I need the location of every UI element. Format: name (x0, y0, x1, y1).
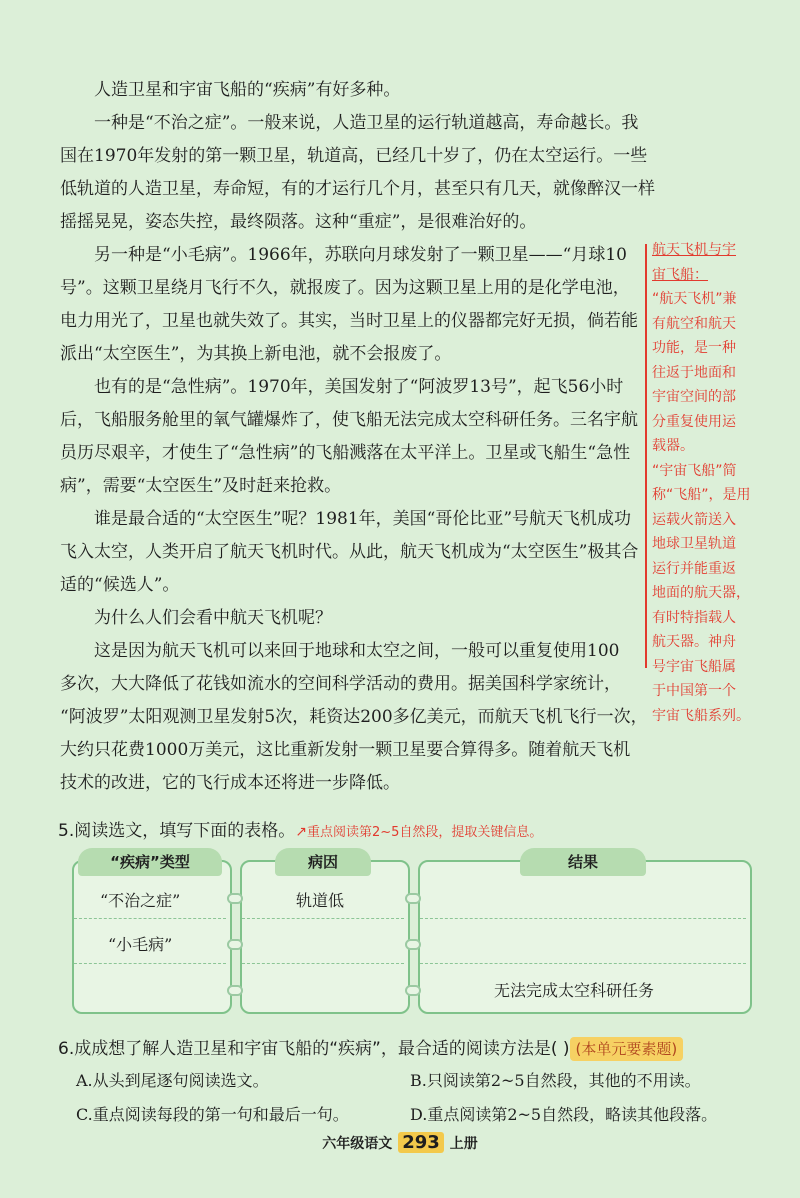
paragraph-4 (60, 371, 650, 503)
note-line: 功能，是一种 (652, 340, 736, 356)
paragraph-line: 这是因为航天飞机可以来回于地球和太空之间，一般可以重复使用100 (94, 641, 620, 661)
row-divider (74, 963, 226, 964)
chain-link-icon (405, 939, 421, 950)
paragraph-line: 飞入太空，人类开启了航天飞机时代。从此，航天飞机成为“太空医生”极其合 (60, 542, 639, 562)
note-line: 宇宙飞船系列。 (652, 707, 750, 724)
paragraph-line: 适的“候选人”。 (60, 575, 180, 595)
note-line: 载器。 (652, 438, 694, 454)
paragraph-line: 多次，大大降低了花钱如流水的空间科学活动的费用。据美国科学家统计， (60, 674, 621, 694)
footer-subject: 六年级语文 (322, 1136, 393, 1152)
paragraph-line: 国在1970年发射的第一颗卫星，轨道高，已经几十岁了，仍在太空运行。一些 (60, 146, 648, 166)
note-line: 有航空和航天 (652, 315, 736, 332)
paragraph-line: 后，飞船服务舱里的氧气罐爆炸了，使飞船无法完成太空科研任务。三名宇航 (60, 410, 638, 430)
note-line: 分重复使用运 (652, 413, 736, 430)
paragraph-line: 病”，需要“太空医生”及时赶来抢救。 (60, 476, 342, 496)
side-note (652, 238, 792, 728)
table-header-result: 结果 (520, 848, 646, 876)
paragraph-line: 大约只花费1000万美元，这比重新发射一颗卫星要合算得多。随着航天飞机 (60, 740, 631, 760)
chain-link-icon (405, 985, 421, 996)
paragraph-6 (60, 602, 650, 635)
note-line: “航天飞机”兼 (652, 291, 737, 307)
paragraph-line: 员历尽艰辛，才使生了“急性病”的飞船溅落在太平洋上。卫星或飞船生“急性 (60, 443, 631, 463)
note-line: 运行并能重返 (652, 560, 736, 577)
paragraph-line: 一种是“不治之症”。一般来说，人造卫星的运行轨道越高，寿命越长。我 (94, 113, 639, 133)
paragraph-line: “阿波罗”太阳观测卫星发射5次，耗资达200多亿美元，而航天飞机飞行一次， (60, 707, 648, 727)
question-5 (58, 816, 542, 841)
paragraph-line: 技术的改进，它的飞行成本还将进一步降低。 (60, 773, 400, 793)
unit-element-badge: (本单元要素题) (570, 1037, 684, 1061)
note-line: “宇宙飞船”简 (652, 462, 737, 479)
cell-type-row1: “不治之症” (100, 891, 181, 910)
chain-link-icon (227, 939, 243, 950)
table-header-cause: 病因 (275, 848, 371, 876)
option-d[interactable]: D.重点阅读第2~5自然段，略读其他段落。 (410, 1105, 718, 1124)
note-line: 于中国第一个 (652, 683, 736, 699)
note-divider (645, 244, 647, 668)
chain-link-icon (405, 893, 421, 904)
note-line: 地球卫星轨道 (652, 536, 736, 552)
cell-type-row2: “小毛病” (108, 935, 173, 954)
paragraph-1 (60, 74, 650, 107)
table-header-type: “疾病”类型 (78, 848, 222, 876)
paragraph-7 (60, 635, 650, 800)
note-title-line: 航天飞机与宇 (652, 242, 736, 258)
paragraph-line: 人造卫星和宇宙飞船的“疾病”有好多种。 (94, 80, 401, 100)
page-number: 293 (398, 1132, 444, 1153)
paragraph-line: 另一种是“小毛病”。1966年，苏联向月球发射了一颗卫星——“月球10 (94, 245, 627, 265)
question-5-text: 5.阅读选文，填写下面的表格。 (58, 821, 296, 841)
table-column-cause (240, 860, 410, 1014)
option-c[interactable]: C.重点阅读每段的第一句和最后一句。 (76, 1105, 349, 1124)
note-line: 航天器。神舟 (652, 634, 736, 650)
row-divider (242, 963, 404, 964)
page-footer (0, 1132, 800, 1153)
question-6-text: 6.成成想了解人造卫星和宇宙飞船的“疾病”，最合适的阅读方法是( ) (58, 1039, 570, 1059)
note-line: 号宇宙飞船属 (652, 658, 736, 675)
paragraph-line: 低轨道的人造卫星，寿命短，有的才运行几个月，甚至只有几天，就像醉汉一样 (60, 179, 655, 199)
paragraph-line: 号”。这颗卫星绕月飞行不久，就报废了。因为这颗卫星上用的是化学电池， (60, 278, 630, 298)
row-divider (242, 918, 404, 919)
option-a[interactable]: A.从头到尾逐句阅读选文。 (76, 1071, 269, 1090)
paragraph-line: 派出“太空医生”，为其换上新电池，就不会报废了。 (60, 344, 452, 364)
paragraph-line: 为什么人们会看中航天飞机呢？ (94, 608, 332, 628)
row-divider (420, 963, 746, 964)
question-6 (58, 1034, 683, 1061)
cell-result-row3: 无法完成太空科研任务 (494, 981, 655, 1000)
note-line: 地面的航天器， (652, 585, 750, 601)
row-divider (74, 918, 226, 919)
note-line: 运载火箭送入 (652, 511, 736, 528)
option-b[interactable]: B.只阅读第2~5自然段，其他的不用读。 (410, 1071, 701, 1090)
footer-volume: 上册 (449, 1136, 478, 1152)
note-title-line: 宙飞船： (652, 266, 708, 283)
note-line: 宇宙空间的部 (652, 389, 736, 405)
chain-link-icon (227, 985, 243, 996)
arrow-right-icon: ↗ (295, 824, 307, 840)
paragraph-line: 摇摇晃晃，姿态失控，最终陨落。这种“重症”，是很难治好的。 (60, 212, 537, 232)
note-line: 称“飞船”，是用 (652, 487, 751, 503)
paragraph-2 (60, 107, 655, 239)
chain-link-icon (227, 893, 243, 904)
paragraph-line: 电力用光了，卫星也就失效了。其实，当时卫星上的仪器都完好无损，倘若能 (60, 311, 638, 331)
question-5-hint: 重点阅读第2~5自然段，提取关键信息。 (306, 825, 543, 840)
note-line: 有时特指载人 (652, 609, 736, 626)
paragraph-5 (60, 503, 650, 602)
paragraph-line: 谁是最合适的“太空医生”呢？1981年，美国“哥伦比亚”号航天飞机成功 (94, 509, 632, 529)
note-line: 往返于地面和 (652, 364, 736, 381)
row-divider (420, 918, 746, 919)
cell-cause-row1[interactable]: 轨道低 (296, 891, 345, 910)
paragraph-line: 也有的是“急性病”。1970年，美国发射了“阿波罗13号”，起飞56小时 (94, 377, 624, 397)
paragraph-3 (60, 239, 650, 371)
